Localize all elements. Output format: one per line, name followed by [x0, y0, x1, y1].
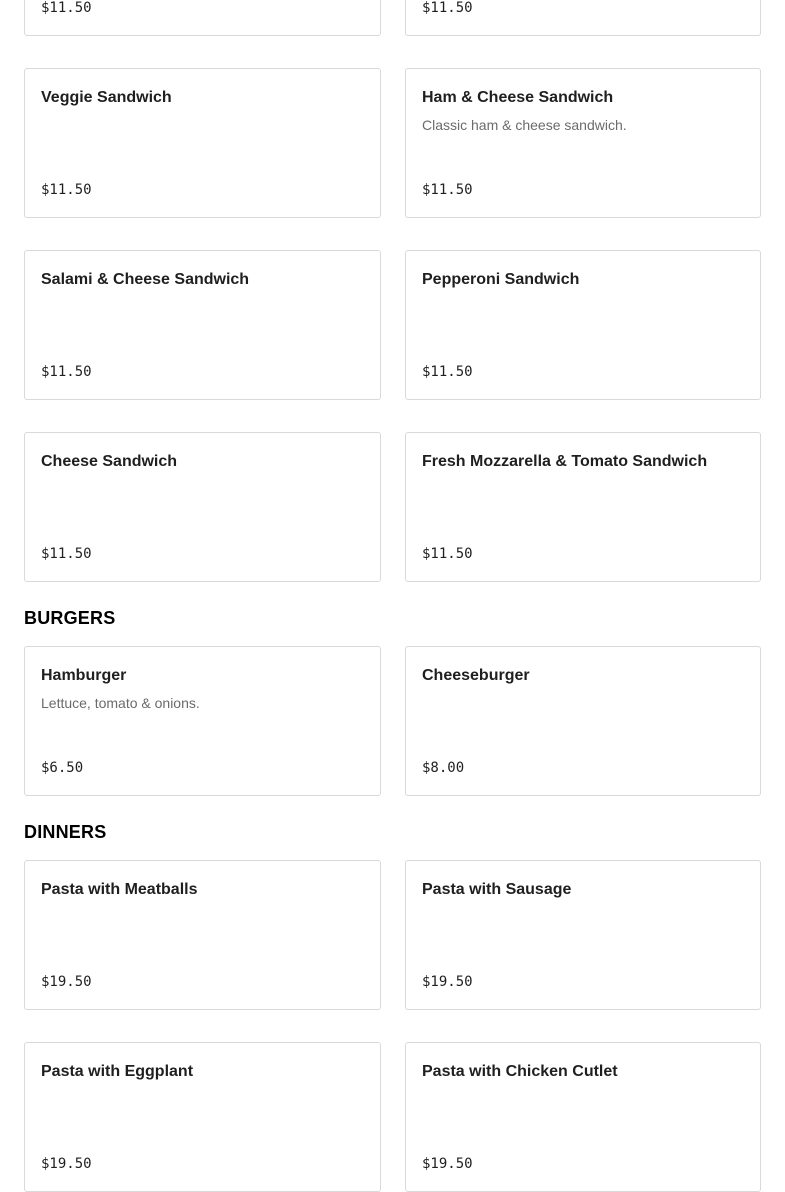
item-price: $11.50 — [422, 364, 473, 380]
menu-item-card[interactable] — [24, 860, 381, 1010]
menu-item-card[interactable] — [405, 250, 761, 400]
section-title-burgers: BURGERS — [24, 608, 116, 628]
item-price: $11.50 — [422, 182, 473, 198]
menu-item-card[interactable] — [24, 432, 381, 582]
menu-item-card[interactable] — [405, 68, 761, 218]
item-price: $8.00 — [422, 760, 465, 776]
section-title-dinners: DINNERS — [24, 822, 107, 842]
item-price: $11.50 — [41, 546, 92, 562]
item-name: Cheeseburger — [422, 667, 530, 684]
item-price: $19.50 — [41, 974, 92, 990]
menu-item-card[interactable] — [24, 68, 381, 218]
item-name: Veggie Sandwich — [41, 89, 172, 106]
menu-item-card[interactable] — [405, 860, 761, 1010]
item-price: $19.50 — [41, 1156, 92, 1172]
item-description: Classic ham & cheese sandwich. — [422, 117, 627, 133]
item-price: $19.50 — [422, 974, 473, 990]
item-name: Cheese Sandwich — [41, 453, 178, 470]
item-price: $19.50 — [422, 1156, 473, 1172]
item-description: Lettuce, tomato & onions. — [41, 695, 200, 711]
menu-item-card[interactable] — [405, 432, 761, 582]
item-name: Fresh Mozzarella & Tomato Sandwich — [422, 453, 708, 470]
item-name: Hamburger — [41, 667, 127, 684]
menu-item-card[interactable] — [24, 0, 381, 36]
menu-item-card[interactable] — [24, 250, 381, 400]
item-price: $6.50 — [41, 760, 84, 776]
menu-item-card[interactable] — [405, 646, 761, 796]
item-name: Pepperoni Sandwich — [422, 271, 580, 288]
menu-item-card[interactable] — [405, 0, 761, 36]
item-name: Pasta with Sausage — [422, 881, 572, 898]
item-price: $11.50 — [41, 364, 92, 380]
item-name: Pasta with Meatballs — [41, 881, 198, 898]
item-name: Ham & Cheese Sandwich — [422, 89, 614, 106]
item-price: $11.50 — [41, 0, 92, 16]
item-name: Salami & Cheese Sandwich — [41, 271, 250, 288]
item-name: Pasta with Chicken Cutlet — [422, 1063, 618, 1080]
item-price: $11.50 — [41, 182, 92, 198]
item-price: $11.50 — [422, 546, 473, 562]
menu-item-card[interactable] — [24, 646, 381, 796]
item-price: $11.50 — [422, 0, 473, 16]
item-name: Pasta with Eggplant — [41, 1063, 194, 1080]
